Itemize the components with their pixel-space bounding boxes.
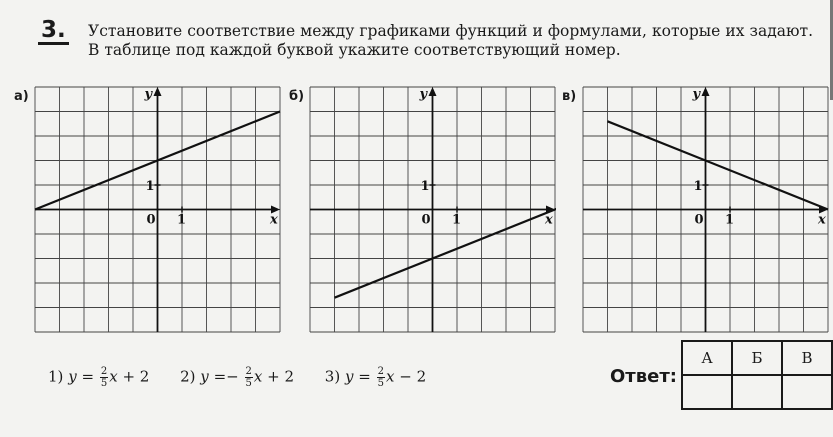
formula-number: 2) [180, 367, 196, 386]
x-unit-label: 1 [177, 212, 187, 228]
x-axis-label: x [818, 212, 826, 228]
y-axis-label: y [692, 87, 701, 102]
answer-header-a: А [682, 341, 732, 375]
formula-lhs: y [200, 367, 209, 386]
formula-number: 3) [324, 367, 341, 386]
origin-label: 0 [694, 212, 704, 228]
task-statement: Установите соответствие между графиками функций и формулами, которые их задают. В таблице под каждой буквой укажите соответствующий номер. [88, 22, 813, 59]
formula-fraction: $\frac{2}{5}$ [100, 366, 108, 389]
formula-list [48, 366, 452, 389]
answer-header-b: Б [732, 341, 782, 375]
function-line [608, 121, 829, 209]
y-unit-label: 1 [145, 179, 155, 194]
formula-fraction: $\frac{2}{5}$ [377, 366, 384, 389]
y-axis-arrow-icon [429, 87, 437, 96]
graph-b-label: б) [289, 89, 305, 104]
formula-eq: = [213, 367, 227, 386]
formula-rest: − 2 [399, 367, 427, 386]
formula-2 [180, 366, 294, 389]
graph-b [309, 86, 556, 333]
answer-label: Ответ: [610, 366, 677, 387]
y-axis-arrow-icon [154, 87, 162, 96]
formula-lhs: y [68, 367, 77, 386]
task-number: 3. [38, 18, 69, 45]
formula-1 [48, 366, 149, 389]
answer-cell-b[interactable] [732, 375, 782, 409]
formula-var: x [385, 367, 395, 386]
answer-cell-a[interactable] [682, 375, 732, 409]
formula-var: x [109, 367, 118, 386]
answer-cell-v[interactable] [782, 375, 832, 409]
x-axis-label: x [270, 212, 278, 228]
answer-table [681, 340, 833, 410]
formula-eq: = [81, 367, 95, 386]
y-axis-label: y [419, 87, 428, 102]
graph-v-label: в) [562, 89, 577, 104]
graph-v [582, 86, 829, 333]
formula-3 [325, 366, 426, 389]
formula-rest: + 2 [122, 367, 150, 386]
formula-fraction: $\frac{2}{5}$ [245, 366, 252, 389]
formula-eq: = [358, 367, 371, 386]
origin-label: 0 [146, 212, 156, 228]
formula-sign: − [226, 367, 239, 386]
x-axis-label: x [545, 212, 553, 228]
coordinate-plane [34, 86, 281, 333]
formula-var: x [253, 367, 263, 386]
y-unit-label: 1 [693, 179, 703, 194]
formula-rest: + 2 [267, 367, 295, 386]
formula-lhs: y [344, 367, 354, 386]
graph-a [34, 86, 281, 333]
y-unit-label: 1 [420, 179, 430, 194]
answer-header-v: В [782, 341, 832, 375]
origin-label: 0 [421, 212, 431, 228]
formula-number: 1) [48, 367, 64, 386]
x-unit-label: 1 [725, 212, 735, 228]
graph-a-label: а) [14, 89, 29, 104]
x-unit-label: 1 [452, 212, 462, 228]
coordinate-plane [309, 86, 556, 333]
y-axis-label: y [144, 87, 153, 102]
y-axis-arrow-icon [702, 87, 710, 96]
coordinate-plane [582, 86, 829, 333]
